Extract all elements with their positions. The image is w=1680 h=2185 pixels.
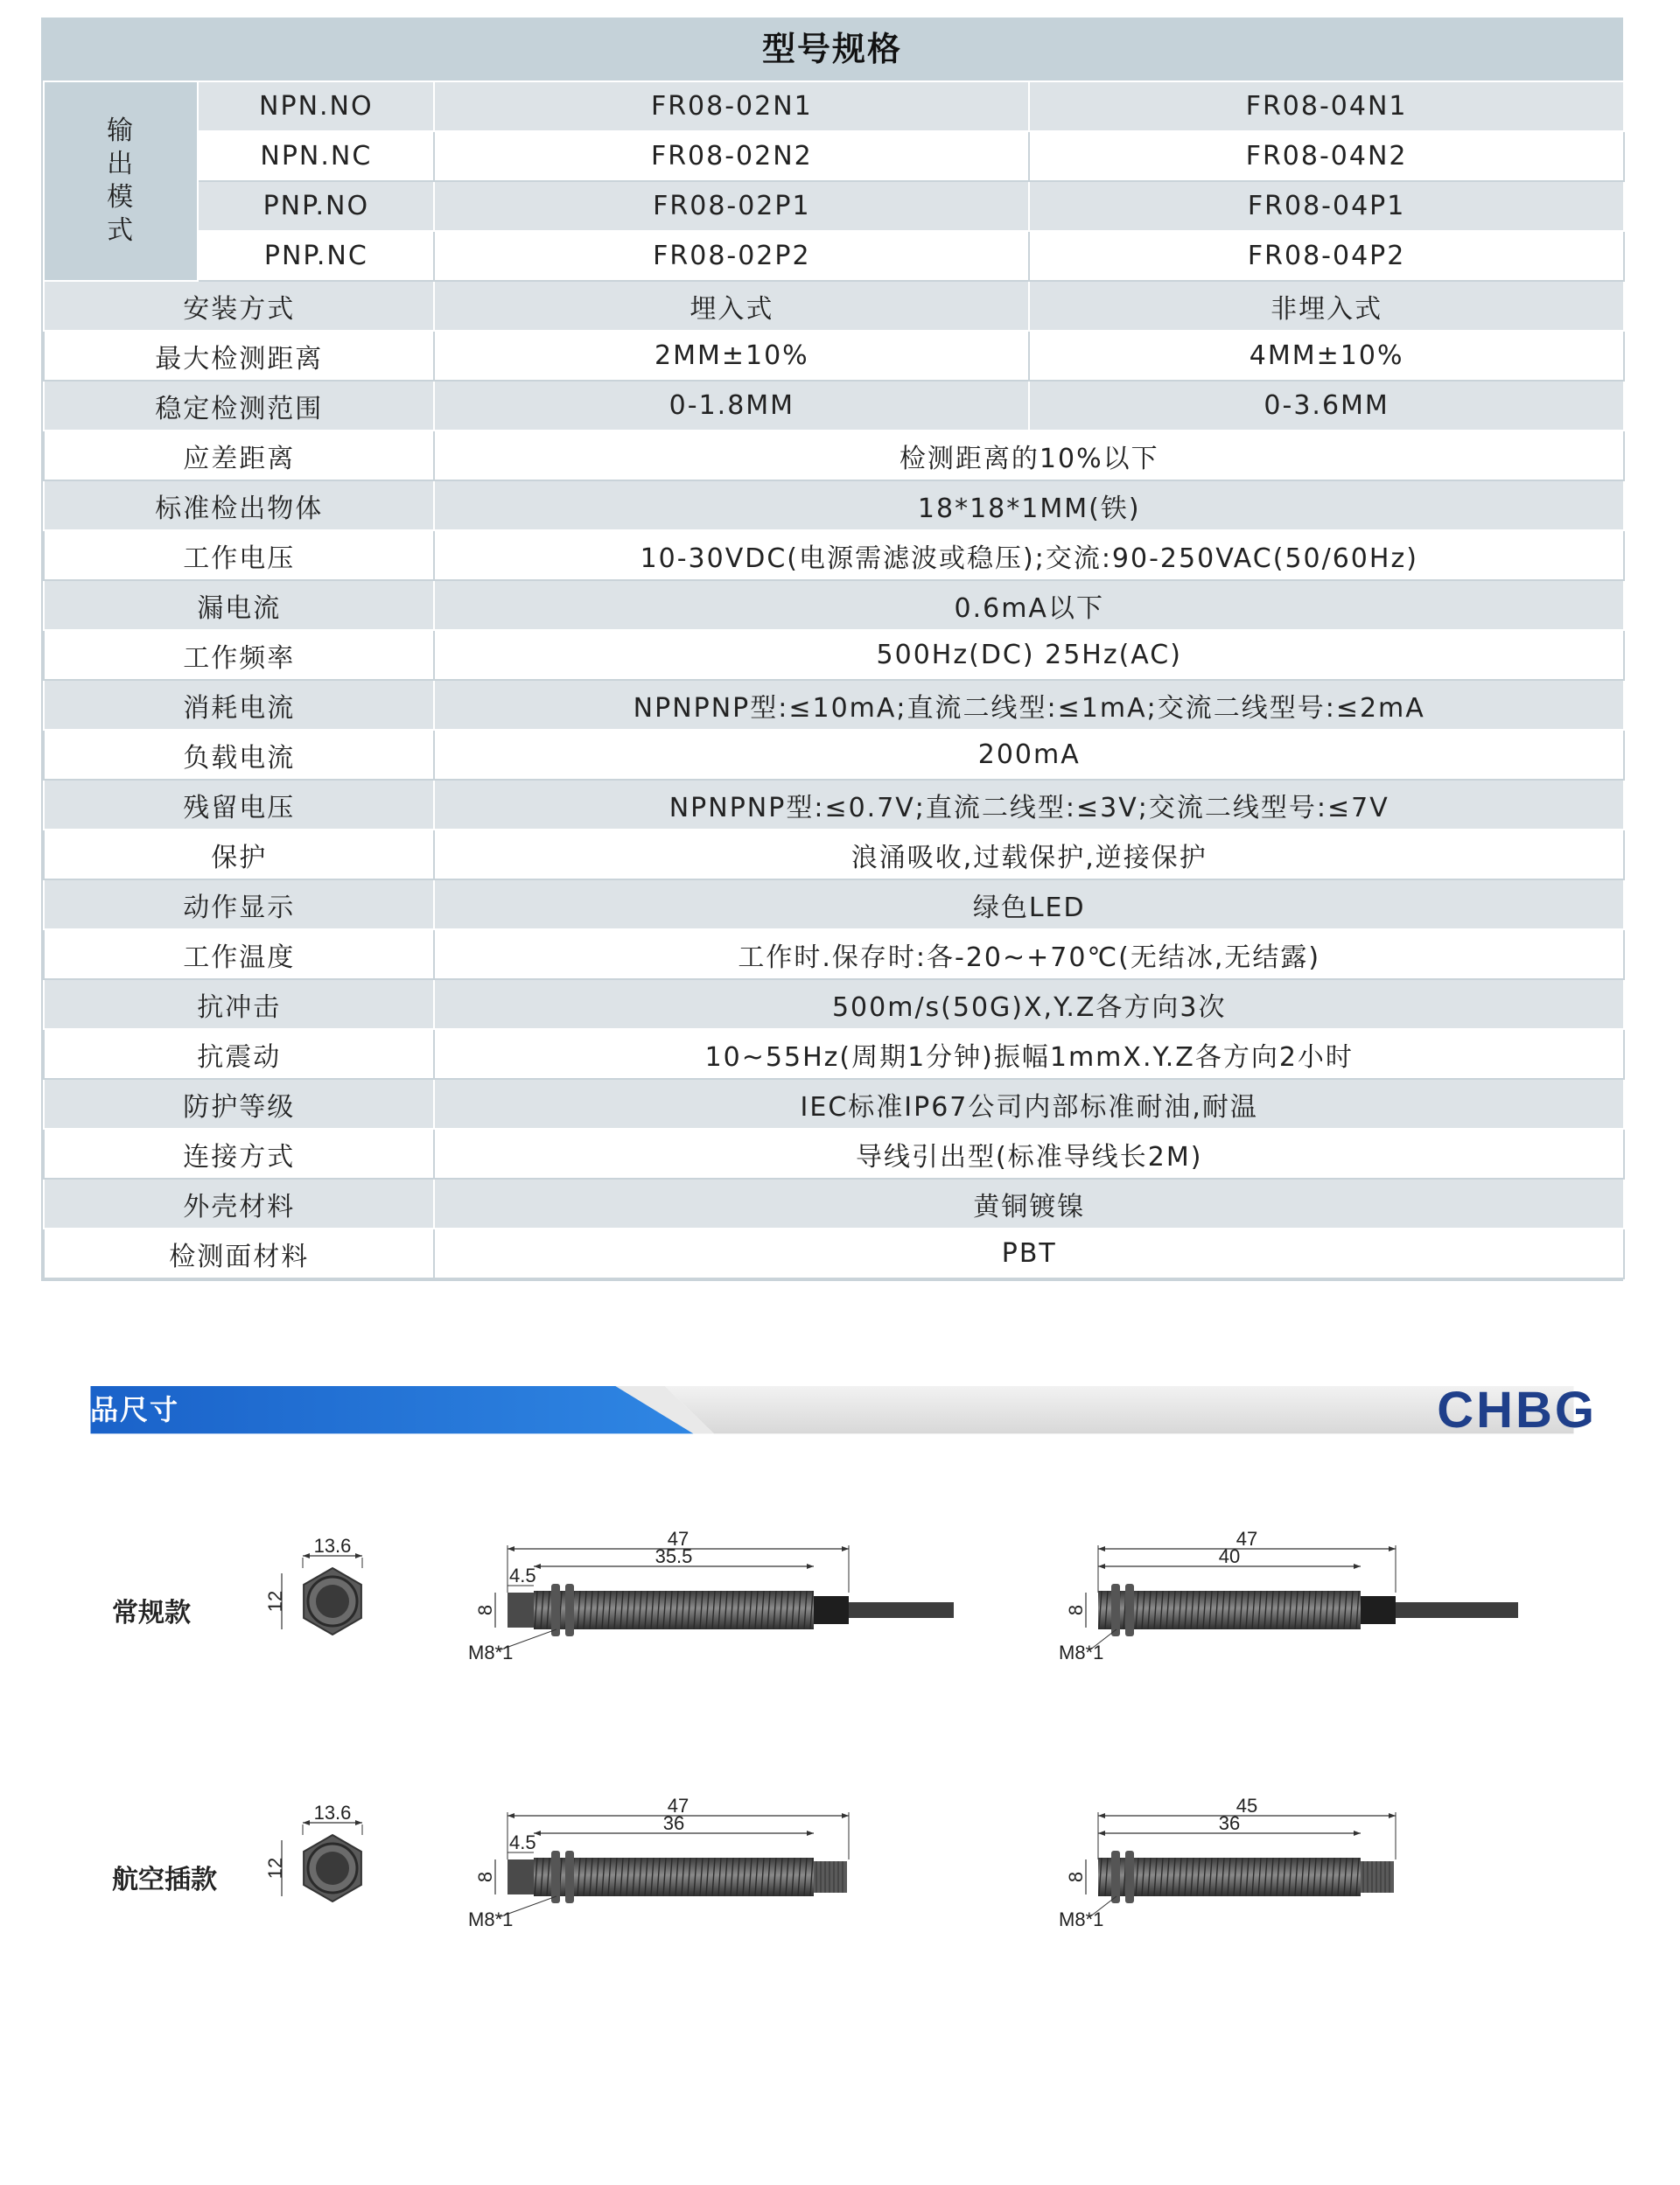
row-value-cell: 500Hz(DC) 25Hz(AC) xyxy=(434,630,1624,680)
model-flush-cell: FR08-02N1 xyxy=(434,81,1029,131)
table-row xyxy=(44,929,1624,979)
row-value-cell: 检测距离的10%以下 xyxy=(434,431,1624,480)
nonflush-side-drawing xyxy=(1028,1789,1518,1938)
row-label-cell: 动作显示 xyxy=(44,879,434,929)
front-width-dim: 13.6 xyxy=(313,1535,352,1557)
row-label-cell: 工作温度 xyxy=(44,929,434,979)
row-label-cell: 残留电压 xyxy=(44,780,434,830)
nonflush-side-drawing xyxy=(1028,1523,1518,1671)
row-value-cell: 浪涌吸收,过载保护,逆接保护 xyxy=(434,830,1624,879)
table-row xyxy=(44,231,1624,281)
row-label-cell: 防护等级 xyxy=(44,1079,434,1129)
output-mode-cell: NPN.NC xyxy=(198,131,434,181)
output-mode-label xyxy=(44,81,198,281)
diameter-dim: 8 xyxy=(474,1871,496,1883)
head-length-dim: 4.5 xyxy=(509,1565,536,1586)
flush-side-drawing xyxy=(464,1523,954,1671)
table-row xyxy=(44,830,1624,879)
flush-value-cell: 埋入式 xyxy=(434,281,1029,331)
row-label-cell: 工作电压 xyxy=(44,530,434,580)
row-value-cell: 500m/s(50G)X,Y.Z各方向3次 xyxy=(434,979,1624,1029)
table-row xyxy=(44,331,1624,381)
brand-logo: CHBG xyxy=(1437,1382,1597,1439)
spec-table xyxy=(41,18,1623,1281)
output-mode-label-text: 输出模式 xyxy=(107,116,136,246)
front-height-dim: 12 xyxy=(264,1590,286,1613)
spec-grid xyxy=(43,81,1625,1279)
row-label-cell: 稳定检测范围 xyxy=(44,381,434,431)
table-row xyxy=(44,431,1624,480)
model-nonflush-cell: FR08-04P1 xyxy=(1029,181,1624,231)
row-label-cell: 应差距离 xyxy=(44,431,434,480)
row-label-cell: 消耗电流 xyxy=(44,680,434,730)
table-row xyxy=(44,1079,1624,1129)
flush-value-cell: 2MM±10% xyxy=(434,331,1029,381)
table-row xyxy=(44,381,1624,431)
row-value-cell: 200mA xyxy=(434,730,1624,780)
head-length-dim: 4.5 xyxy=(509,1831,536,1853)
row-value-cell: 0.6mA以下 xyxy=(434,580,1624,630)
table-row xyxy=(44,979,1624,1029)
row-value-cell: 10~55Hz(周期1分钟)振幅1mmX.Y.Z各方向2小时 xyxy=(434,1029,1624,1079)
row-label-cell: 检测面材料 xyxy=(44,1229,434,1278)
table-row xyxy=(44,530,1624,580)
output-mode-cell: PNP.NC xyxy=(198,231,434,281)
table-row xyxy=(44,480,1624,530)
total-length-dim: 47 xyxy=(1236,1528,1258,1550)
total-length-dim: 47 xyxy=(667,1795,690,1817)
table-row xyxy=(44,131,1624,181)
total-length-dim: 47 xyxy=(667,1528,690,1550)
body-length-dim: 40 xyxy=(1218,1545,1241,1567)
row-value-cell: NPNPNP型:≤0.7V;直流二线型:≤3V;交流二线型号:≤7V xyxy=(434,780,1624,830)
diameter-dim: 8 xyxy=(1065,1871,1087,1883)
table-row xyxy=(44,780,1624,830)
front-view-drawing xyxy=(262,1531,376,1654)
front-view-drawing xyxy=(262,1798,376,1921)
row-label-cell: 标准检出物体 xyxy=(44,480,434,530)
flush-side-drawing xyxy=(464,1789,954,1938)
row-label-cell: 抗震动 xyxy=(44,1029,434,1079)
row-value-cell: 10-30VDC(电源需滤波或稳压);交流:90-250VAC(50/60Hz) xyxy=(434,530,1624,580)
row-label-cell: 工作频率 xyxy=(44,630,434,680)
front-height-dim: 12 xyxy=(264,1857,286,1880)
nonflush-value-cell: 非埋入式 xyxy=(1029,281,1624,331)
thread-spec-label: M8*1 xyxy=(1059,1908,1104,1930)
model-flush-cell: FR08-02P1 xyxy=(434,181,1029,231)
nonflush-value-cell: 0-3.6MM xyxy=(1029,381,1624,431)
section-banner xyxy=(41,1376,1623,1442)
table-row xyxy=(44,730,1624,780)
model-flush-cell: FR08-02P2 xyxy=(434,231,1029,281)
body-length-dim: 36 xyxy=(662,1812,685,1834)
row-label-cell: 漏电流 xyxy=(44,580,434,630)
flush-value-cell: 0-1.8MM xyxy=(434,381,1029,431)
model-nonflush-cell: FR08-04N1 xyxy=(1029,81,1624,131)
table-row xyxy=(44,580,1624,630)
output-mode-cell: NPN.NO xyxy=(198,81,434,131)
model-flush-cell: FR08-02N2 xyxy=(434,131,1029,181)
row-label-cell: 保护 xyxy=(44,830,434,879)
thread-spec-label: M8*1 xyxy=(468,1908,514,1930)
row-value-cell: 18*18*1MM(铁) xyxy=(434,480,1624,530)
section-title: 产品尺寸 xyxy=(60,1393,180,1426)
row-value-cell: 黄铜镀镍 xyxy=(434,1179,1624,1229)
nonflush-value-cell: 4MM±10% xyxy=(1029,331,1624,381)
row-value-cell: 工作时.保存时:各-20~+70℃(无结冰,无结露) xyxy=(434,929,1624,979)
model-nonflush-cell: FR08-04N2 xyxy=(1029,131,1624,181)
row-label-cell: 连接方式 xyxy=(44,1129,434,1179)
table-row xyxy=(44,1229,1624,1278)
diameter-dim: 8 xyxy=(474,1604,496,1616)
variant-label: 航空插款 xyxy=(112,1865,217,1895)
table-row xyxy=(44,1179,1624,1229)
row-value-cell: 绿色LED xyxy=(434,879,1624,929)
table-row xyxy=(44,281,1624,331)
row-label-cell: 外壳材料 xyxy=(44,1179,434,1229)
body-length-dim: 36 xyxy=(1218,1812,1241,1834)
spec-table-title: 型号规格 xyxy=(41,18,1623,81)
row-value-cell: IEC标准IP67公司内部标准耐油,耐温 xyxy=(434,1079,1624,1129)
table-row xyxy=(44,181,1624,231)
row-label-cell: 最大检测距离 xyxy=(44,331,434,381)
variant-label: 常规款 xyxy=(112,1598,191,1628)
table-row xyxy=(44,1129,1624,1179)
row-label-cell: 抗冲击 xyxy=(44,979,434,1029)
front-width-dim: 13.6 xyxy=(313,1802,352,1824)
thread-spec-label: M8*1 xyxy=(468,1642,514,1663)
total-length-dim: 45 xyxy=(1236,1795,1258,1817)
row-value-cell: NPNPNP型:≤10mA;直流二线型:≤1mA;交流二线型号:≤2mA xyxy=(434,680,1624,730)
table-row xyxy=(44,879,1624,929)
output-mode-cell: PNP.NO xyxy=(198,181,434,231)
thread-spec-label: M8*1 xyxy=(1059,1642,1104,1663)
row-value-cell: PBT xyxy=(434,1229,1624,1278)
row-label-cell: 安装方式 xyxy=(44,281,434,331)
table-row xyxy=(44,680,1624,730)
banner-background xyxy=(41,1386,1623,1439)
diameter-dim: 8 xyxy=(1065,1604,1087,1616)
row-value-cell: 导线引出型(标准导线长2M) xyxy=(434,1129,1624,1179)
table-row xyxy=(44,630,1624,680)
table-row xyxy=(44,1029,1624,1079)
row-label-cell: 负载电流 xyxy=(44,730,434,780)
model-nonflush-cell: FR08-04P2 xyxy=(1029,231,1624,281)
body-length-dim: 35.5 xyxy=(654,1545,693,1567)
table-row xyxy=(44,81,1624,131)
